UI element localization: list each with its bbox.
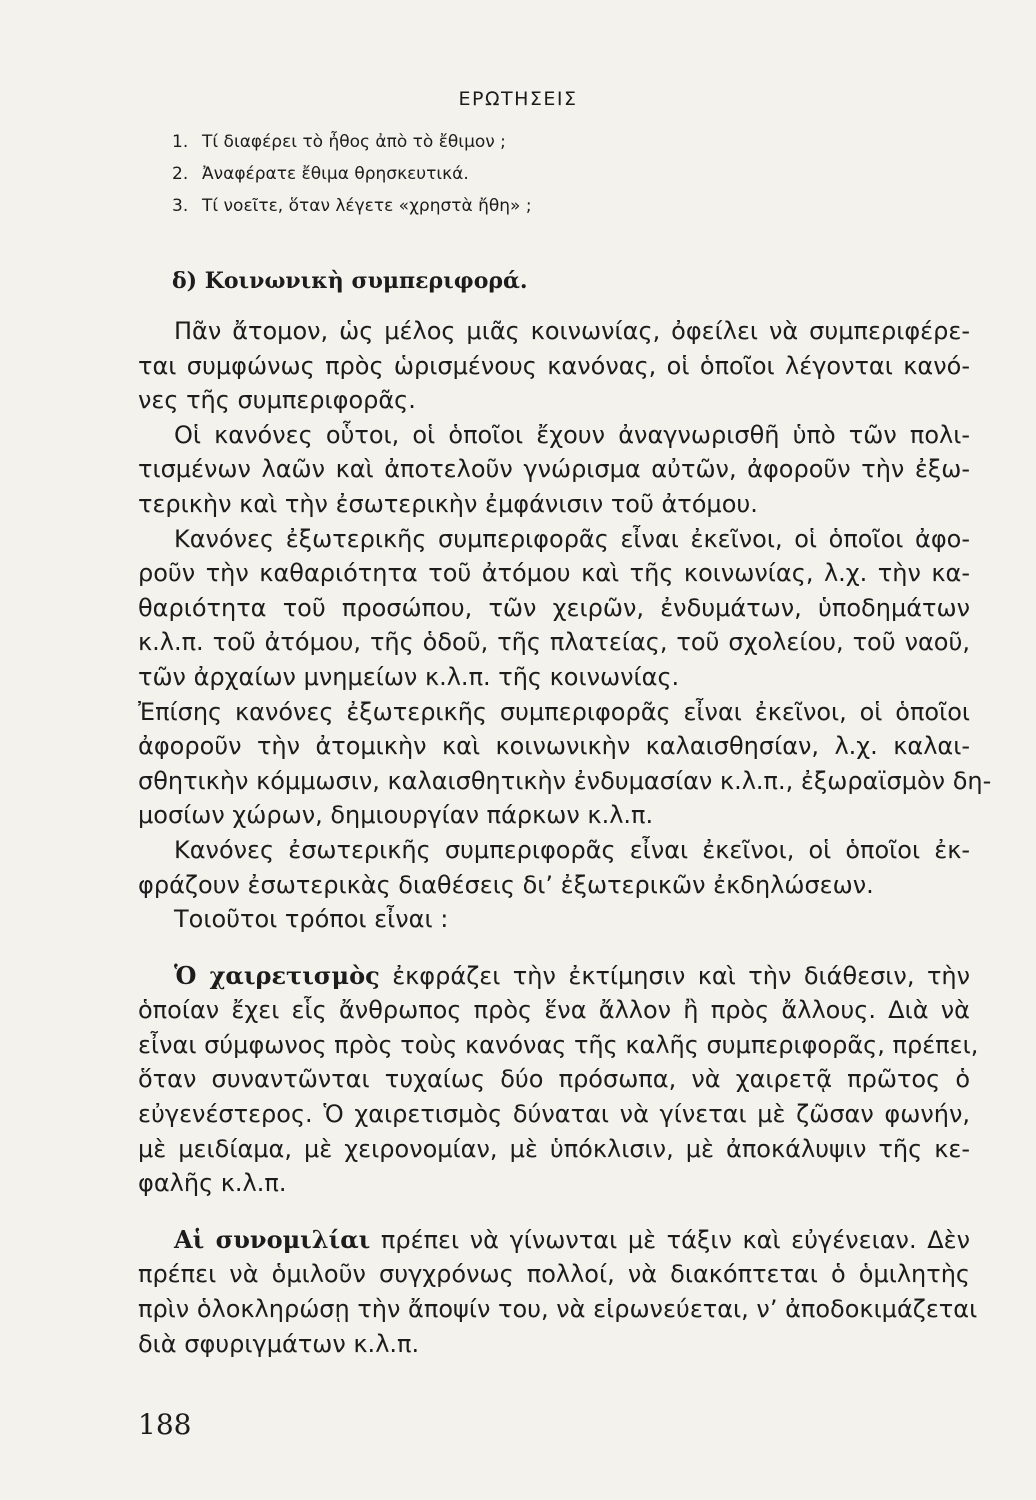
question-text: Τί νοεῖτε, ὅταν λέγετε «χρηστὰ ἤθη» ; xyxy=(202,196,532,216)
text-line: ὅταν συναντῶνται τυχαίως δύο πρόσωπα, νὰ χαιρετᾷ πρῶτος ὁ xyxy=(138,1065,970,1094)
text-line: τισμένων λαῶν καὶ ἀποτελοῦν γνώρισμα αὐτῶν, ἀφοροῦν τὴν ἐξω- xyxy=(138,455,970,484)
page-number: 188 xyxy=(138,1408,192,1441)
text-line: ροῦν τὴν καθαριότητα τοῦ ἀτόμου καὶ τῆς κοινωνίας, λ.χ. τὴν κα- xyxy=(138,559,970,588)
text-line xyxy=(138,1223,970,1258)
text-line: εἶναι σύμφωνος πρὸς τοὺς κανόνας τῆς καλῆς συμπεριφορᾶς, πρέπει, xyxy=(138,1030,979,1059)
question-item xyxy=(172,158,532,190)
question-item xyxy=(172,126,532,158)
body-text xyxy=(138,314,992,1361)
question-item xyxy=(172,190,532,222)
text-line: μοσίων χώρων, δημιουργίαν πάρκων κ.λ.π. xyxy=(138,801,654,830)
text-line: ται συμφώνως πρὸς ὡρισμένους κανόνας, οἱ ὁποῖοι λέγονται κανό- xyxy=(138,351,970,380)
text-line: ἀφοροῦν τὴν ἀτομικὴν καὶ κοινωνικὴν καλαισθησίαν, λ.χ. καλαι- xyxy=(138,732,970,761)
greeting-term: Ὁ χαιρετισμὸς xyxy=(174,960,380,990)
text-line: τερικὴν καὶ τὴν ἐσωτερικὴν ἐμφάνισιν τοῦ ἀτόμου. xyxy=(138,489,758,518)
question-number: 3. xyxy=(172,196,189,216)
text-line: εὐγενέστερος. Ὁ χαιρετισμὸς δύναται νὰ γίνεται μὲ ζῶσαν φωνήν, xyxy=(138,1100,970,1129)
text-fragment: ἐκφράζει τὴν ἐκτίμησιν καὶ τὴν διάθεσιν, τὴν xyxy=(392,961,971,990)
text-line: μὲ μειδίαμα, μὲ χειρονομίαν, μὲ ὑπόκλισιν, μὲ ἀποκάλυψιν τῆς κε- xyxy=(138,1134,970,1163)
question-number: 2. xyxy=(172,164,189,184)
paragraph-gap xyxy=(138,1201,970,1223)
text-line xyxy=(138,959,970,994)
questions-title: ΕΡΩΤΗΣΕΙΣ xyxy=(458,88,578,110)
text-line: φαλῆς κ.λ.π. xyxy=(138,1169,287,1198)
section-heading: δ) Κοινωνικὴ συμπεριφορά. xyxy=(172,268,528,294)
text-line: πρὶν ὁλοκληρώσῃ τὴν ἄποψίν του, νὰ εἰρωνεύεται, ν’ ἀποδοκιμάζεται xyxy=(138,1295,978,1324)
text-line: διὰ σφυριγμάτων κ.λ.π. xyxy=(138,1329,420,1358)
question-text: Ἀναφέρατε ἔθιμα θρησκευτικά. xyxy=(202,164,469,184)
text-line: πρέπει νὰ ὁμιλοῦν συγχρόνως πολλοί, νὰ διακόπτεται ὁ ὁμιλητὴς xyxy=(138,1260,970,1289)
text-line: Πᾶν ἄτομον, ὡς μέλος μιᾶς κοινωνίας, ὀφείλει νὰ συμπεριφέρε- xyxy=(174,317,970,345)
text-line: Κανόνες ἐξωτερικῆς συμπεριφορᾶς εἶναι ἐκεῖνοι, οἱ ὁποῖοι ἀφο- xyxy=(174,524,970,553)
conversation-term: Αἱ συνομιλίαι xyxy=(174,1224,371,1254)
text-line: σθητικὴν κόμμωσιν, καλαισθητικὴν ἐνδυμασίαν κ.λ.π., ἐξωραϊσμὸν δη- xyxy=(138,766,992,795)
question-text: Τί διαφέρει τὸ ἦθος ἀπὸ τὸ ἔθιμον ; xyxy=(202,132,506,152)
questions-list xyxy=(172,126,532,222)
text-line: νες τῆς συμπεριφορᾶς. xyxy=(138,386,416,415)
text-line: φράζουν ἐσωτερικὰς διαθέσεις δι’ ἐξωτερικῶν ἐκδηλώσεων. xyxy=(138,870,874,899)
text-line: ὁποίαν ἔχει εἷς ἄνθρωπος πρὸς ἕνα ἄλλον ἢ πρὸς ἄλλους. Διὰ νὰ xyxy=(138,996,970,1025)
text-line: κ.λ.π. τοῦ ἀτόμου, τῆς ὁδοῦ, τῆς πλατείας, τοῦ σχολείου, τοῦ ναοῦ, xyxy=(138,628,970,657)
question-number: 1. xyxy=(172,132,189,152)
text-line: Κανόνες ἐσωτερικῆς συμπεριφορᾶς εἶναι ἐκεῖνοι, οἱ ὁποῖοι ἐκ- xyxy=(174,835,970,864)
text-fragment: πρέπει νὰ γίνωνται μὲ τάξιν καὶ εὐγένειαν. Δὲν xyxy=(380,1225,970,1254)
text-line: Οἱ κανόνες οὗτοι, οἱ ὁποῖοι ἔχουν ἀναγνωρισθῆ ὑπὸ τῶν πολι- xyxy=(174,420,970,449)
paragraph-gap xyxy=(138,937,970,959)
text-line: θαριότητα τοῦ προσώπου, τῶν χειρῶν, ἐνδυμάτων, ὑποδημάτων xyxy=(138,593,970,622)
text-line: τῶν ἀρχαίων μνημείων κ.λ.π. τῆς κοινωνίας. xyxy=(138,662,680,691)
text-line: Τοιοῦτοι τρόποι εἶναι : xyxy=(174,905,449,934)
text-line: Ἐπίσης κανόνες ἐξωτερικῆς συμπεριφορᾶς εἶναι ἐκεῖνοι, οἱ ὁποῖοι xyxy=(138,697,970,726)
